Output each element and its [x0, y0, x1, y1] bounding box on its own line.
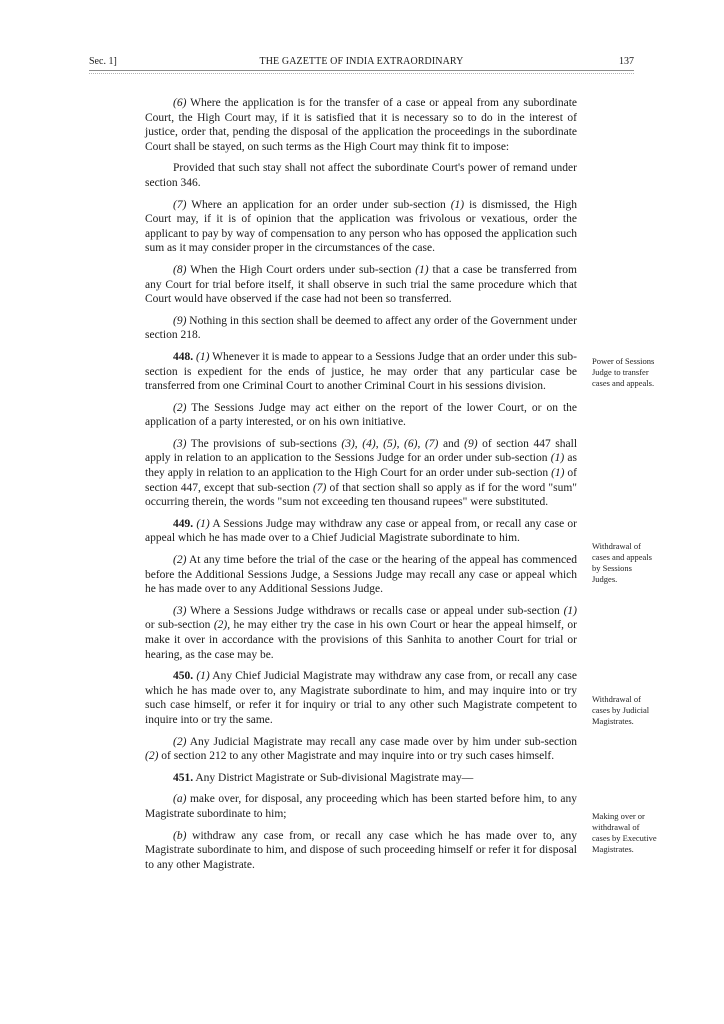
- header-title: THE GAZETTE OF INDIA EXTRAORDINARY: [259, 56, 464, 67]
- header-section: Sec. 1]: [89, 56, 117, 67]
- section-451-b: (b) withdraw any case from, or recall any case which he has made over to, any Magistrate subordinate to him, and dispose of such proceeding himself or refer it for disposal to any other Magistrate.: [145, 829, 577, 871]
- margin-note-451: Making over or withdrawal of cases by Executive Magistrates.: [592, 811, 657, 854]
- section-449-2: (2) At any time before the trial of the case or the hearing of the appeal has commenced before the Additional Sessions Judge, a Sessions Judge may recall any case or appeal which he has made over to any Additional Sessions Judge.: [145, 554, 577, 596]
- paragraph-proviso: Provided that such stay shall not affect the subordinate Court's power of remand under section 346.: [145, 162, 577, 189]
- paragraph-447-6: (6) Where the application is for the transfer of a case or appeal from any subordinate Court, the High Court may, if it is satisfied that it is necessary so to do in the interest of justice, order that, pending the disposal of the application the proceedings in the subordinate Court shall be stayed, on such terms as the High Court may think fit to impose:: [145, 97, 577, 153]
- section-448-2: (2) The Sessions Judge may act either on the report of the lower Court, or on the application of a party interested, or on his own initiative.: [145, 401, 577, 429]
- margin-note-449: Withdrawal of cases and appeals by Sessions Judges.: [592, 541, 652, 584]
- section-451-a: (a) make over, for disposal, any proceeding which has been started before him, to any Magistrate subordinate to him;: [145, 793, 577, 820]
- page-header: [89, 54, 634, 70]
- paragraph-447-7: (7) Where an application for an order under sub-section (1) is dismissed, the High Court may, if it is of opinion that the application was frivolous or vexatious, order the applicant to pay by way of compensation to any person who has opposed the application such sum as it may consider proper in the circumstances of the case.: [145, 198, 577, 255]
- section-450-1: 450. (1) Any Chief Judicial Magistrate may withdraw any case from, or recall any case which he has made over to, any Magistrate subordinate to him, and may inquire into or try such case himself, or refer it for inquiry or trial to any other such Magistrate competent to inquire into or try the same.: [145, 670, 578, 726]
- paragraph-447-9: (9) Nothing in this section shall be deemed to affect any order of the Government under section 218.: [145, 314, 577, 342]
- page-number: 137: [619, 56, 634, 67]
- section-451: 451. Any District Magistrate or Sub-divisional Magistrate may—: [173, 771, 474, 784]
- body-text: [145, 96, 577, 879]
- header-rule: [89, 70, 634, 71]
- section-448-1: 448. (1) Whenever it is made to appear to a Sessions Judge that an order under this sub-section is expedient for the ends of justice, he may order that any particular case be transferred from one Criminal Court to another Criminal Court in his sessions division.: [145, 350, 577, 393]
- margin-note-450: Withdrawal of cases by Judicial Magistrates.: [592, 694, 650, 726]
- section-448-3: (3) The provisions of sub-sections (3), (4), (5), (6), (7) and (9) of section 447 shall apply in relation to an application to the Sessions Judge for an order under sub-section (1) as they apply in relation to an application to the High Court for an order under sub-section (1) of section 447, except that sub-section (7) of that section shall so apply as if for the word "sum" occurring therein, the words "sum not exceeding ten thousand rupees" were substituted.: [145, 437, 578, 509]
- margin-note-448: Power of Sessions Judge to transfer cases and appeals.: [592, 356, 655, 388]
- paragraph-447-8: (8) When the High Court orders under sub-section (1) that a case be transferred from any Court for trial before itself, it shall observe in such trial the same procedure which that Court would have observed if the case had not been so transferred.: [145, 263, 578, 306]
- section-449-1: 449. (1) A Sessions Judge may withdraw any case or appeal from, or recall any case or appeal which he has made over to a Chief Judicial Magistrate subordinate to him.: [145, 517, 578, 545]
- header-rule-dotted: [89, 73, 634, 74]
- section-449-3: (3) Where a Sessions Judge withdraws or recalls case or appeal under sub-section (1) or sub-section (2), he may either try the case in his own Court or hear the appeal himself, or make it over in accordance with the provisions of this Sanhita to another Court for trial or hearing, as the case may be.: [145, 604, 578, 661]
- section-450-2: (2) Any Judicial Magistrate may recall any case made over by him under sub-section (2) of section 212 to any other Magistrate and may inquire into or try such cases himself.: [145, 735, 577, 763]
